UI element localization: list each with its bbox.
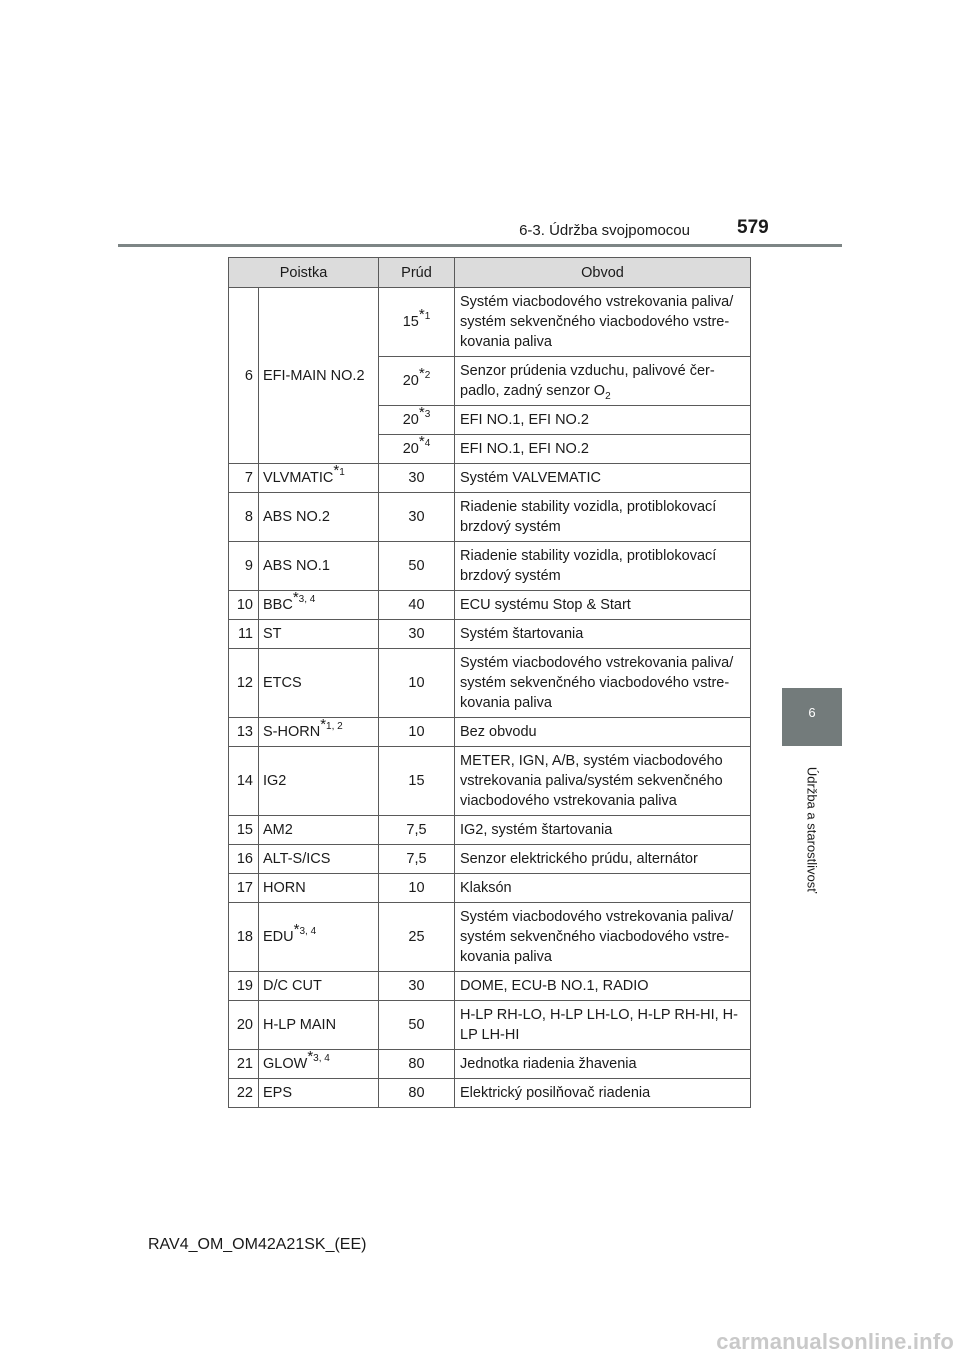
fuse-number: 10 <box>229 591 259 620</box>
table-row <box>229 718 751 747</box>
fuse-circuit: IG2, systém štartovania <box>455 816 751 845</box>
fuse-current: 40 <box>379 591 455 620</box>
fuse-current: 10 <box>379 649 455 718</box>
fuse-current: 10 <box>379 718 455 747</box>
fuse-circuit: Senzor prúdenia vzduchu, palivové čer-padlo, zadný senzor $O_2$ <box>455 357 751 406</box>
fuse-name: GLOW$^{*3, 4}$ <box>259 1050 379 1079</box>
fuse-name: EDU$^{*3, 4}$ <box>259 903 379 972</box>
fuse-circuit: Klaksón <box>455 874 751 903</box>
table-header-row <box>229 258 751 288</box>
table-row <box>229 591 751 620</box>
fuse-current: 25 <box>379 903 455 972</box>
fuse-number: 18 <box>229 903 259 972</box>
table-row <box>229 845 751 874</box>
fuse-current: 30 <box>379 464 455 493</box>
document-code: RAV4_OM_OM42A21SK_(EE) <box>148 1236 367 1253</box>
fuse-number: 13 <box>229 718 259 747</box>
table-row <box>229 903 751 972</box>
fuse-name: S-HORN$^{*1, 2}$ <box>259 718 379 747</box>
fuse-name: BBC$^{*3, 4}$ <box>259 591 379 620</box>
fuse-number: 16 <box>229 845 259 874</box>
fuse-number: 8 <box>229 493 259 542</box>
watermark: carmanualsonline.info <box>716 1329 954 1354</box>
fuse-current: 30 <box>379 620 455 649</box>
fuse-current: 20$^{*2}$ <box>379 357 455 406</box>
fuse-circuit: Systém viacbodového vstrekovania paliva/ systém sekvenčného viacbodového vstre-kovania paliva <box>455 649 751 718</box>
fuse-name: AM2 <box>259 816 379 845</box>
fuse-current: 15 <box>379 747 455 816</box>
fuse-name: ABS NO.1 <box>259 542 379 591</box>
fuse-current: 10 <box>379 874 455 903</box>
page-number: 579 <box>737 217 769 238</box>
fuse-circuit: DOME, ECU-B NO.1, RADIO <box>455 972 751 1001</box>
fuse-number: 17 <box>229 874 259 903</box>
table-row <box>229 747 751 816</box>
fuse-circuit: ECU systému Stop & Start <box>455 591 751 620</box>
fuse-name: VLVMATIC$^{*1}$ <box>259 464 379 493</box>
fuse-circuit: EFI NO.1, EFI NO.2 <box>455 406 751 435</box>
fuse-circuit: Systém VALVEMATIC <box>455 464 751 493</box>
table-row <box>229 816 751 845</box>
table-row <box>229 620 751 649</box>
fuse-number: 12 <box>229 649 259 718</box>
fuse-current: 50 <box>379 1001 455 1050</box>
table-row <box>229 542 751 591</box>
fuse-number: 14 <box>229 747 259 816</box>
fuse-name: EFI-MAIN NO.2 <box>259 288 379 464</box>
fuse-current: 80 <box>379 1079 455 1108</box>
header-rule <box>118 244 842 247</box>
fuse-current: 7,5 <box>379 845 455 874</box>
fuse-circuit: Systém viacbodového vstrekovania paliva/ systém sekvenčného viacbodového vstre-kovania paliva <box>455 903 751 972</box>
fuse-name: H-LP MAIN <box>259 1001 379 1050</box>
chapter-tab[interactable] <box>782 688 842 746</box>
col-header-fuse: Poistka <box>229 258 379 288</box>
table-row <box>229 1001 751 1050</box>
fuse-circuit: H-LP RH-LO, H-LP LH-LO, H-LP RH-HI, H-LP LH-HI <box>455 1001 751 1050</box>
fuse-name: HORN <box>259 874 379 903</box>
fuse-name: ABS NO.2 <box>259 493 379 542</box>
fuse-number: 20 <box>229 1001 259 1050</box>
fuse-circuit: METER, IGN, A/B, systém viacbodového vstrekovania paliva/systém sekvenčného viacbodového vstrekovania paliva <box>455 747 751 816</box>
fuse-number: 7 <box>229 464 259 493</box>
fuse-current: 30 <box>379 493 455 542</box>
col-header-current: Prúd <box>379 258 455 288</box>
fuse-name: ST <box>259 620 379 649</box>
fuse-current: 15$^{*1}$ <box>379 288 455 357</box>
chapter-number: 6 <box>808 705 816 720</box>
table-row <box>229 288 751 357</box>
fuse-circuit: Systém viacbodového vstrekovania paliva/ systém sekvenčného viacbodového vstre-kovania paliva <box>455 288 751 357</box>
fuse-name: IG2 <box>259 747 379 816</box>
fuse-current: 30 <box>379 972 455 1001</box>
section-title: 6-3. Údržba svojpomocou <box>519 222 690 239</box>
fuse-current: 80 <box>379 1050 455 1079</box>
fuse-circuit: Riadenie stability vozidla, protiblokovací brzdový systém <box>455 493 751 542</box>
fuse-current: 50 <box>379 542 455 591</box>
table-row <box>229 649 751 718</box>
table-row <box>229 1079 751 1108</box>
fuse-circuit: EFI NO.1, EFI NO.2 <box>455 435 751 464</box>
table-row <box>229 493 751 542</box>
fuse-name: ETCS <box>259 649 379 718</box>
fuse-circuit: Jednotka riadenia žhavenia <box>455 1050 751 1079</box>
fuse-current: 20$^{*4}$ <box>379 435 455 464</box>
table-row <box>229 1050 751 1079</box>
table-row <box>229 874 751 903</box>
fuse-circuit: Bez obvodu <box>455 718 751 747</box>
fuse-circuit: Elektrický posilňovač riadenia <box>455 1079 751 1108</box>
table-row <box>229 464 751 493</box>
fuse-name: ALT-S/ICS <box>259 845 379 874</box>
fuse-name: EPS <box>259 1079 379 1108</box>
fuse-circuit: Systém štartovania <box>455 620 751 649</box>
fuse-number: 15 <box>229 816 259 845</box>
fuse-number: 22 <box>229 1079 259 1108</box>
fuse-number: 9 <box>229 542 259 591</box>
fuse-number: 21 <box>229 1050 259 1079</box>
fuse-current: 20$^{*3}$ <box>379 406 455 435</box>
fuse-number: 19 <box>229 972 259 1001</box>
fuse-number: 11 <box>229 620 259 649</box>
fuse-table <box>228 257 751 1108</box>
fuse-name: D/C CUT <box>259 972 379 1001</box>
chapter-label: Údržba a starostlivosť <box>804 766 820 894</box>
fuse-current: 7,5 <box>379 816 455 845</box>
col-header-circuit: Obvod <box>455 258 751 288</box>
fuse-number: 6 <box>229 288 259 464</box>
fuse-circuit: Senzor elektrického prúdu, alternátor <box>455 845 751 874</box>
fuse-circuit: Riadenie stability vozidla, protiblokovací brzdový systém <box>455 542 751 591</box>
table-row <box>229 972 751 1001</box>
